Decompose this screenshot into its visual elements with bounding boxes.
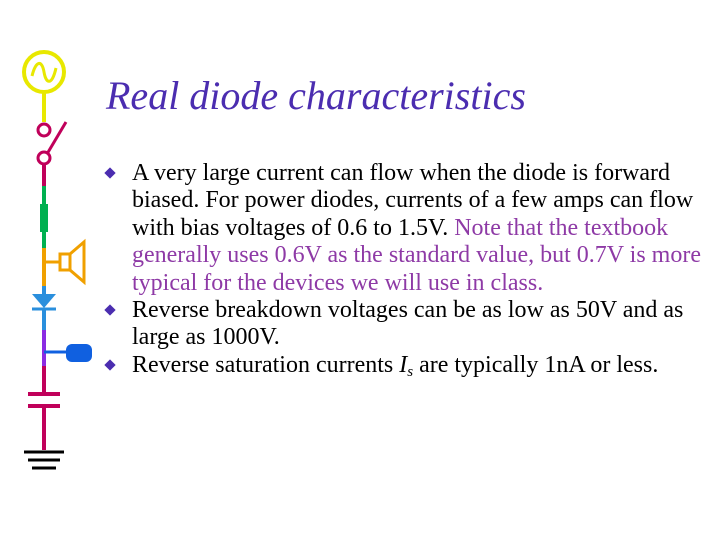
switch-icon	[38, 122, 66, 164]
bullet-item-reverse-saturation	[106, 352, 706, 386]
bullet-diamond-icon	[104, 304, 115, 315]
bullet-diamond-icon	[104, 359, 115, 370]
bullet-item-forward-bias	[106, 160, 706, 297]
ac-source-icon	[24, 52, 64, 92]
battery-icon	[44, 344, 92, 362]
circuit-decoration	[0, 0, 100, 540]
resistor-icon	[40, 204, 48, 232]
bullet-item-reverse-breakdown	[106, 297, 706, 352]
speaker-icon	[44, 242, 84, 282]
bullet-note: Note that the textbook generally uses 0.6V as the standard value, but 0.7V is more typical for the devices we will use in class.	[132, 214, 701, 296]
bullet-text-before: Reverse saturation currents	[132, 351, 394, 378]
bullet-text: Reverse breakdown voltages can be as low as 50V and as large as 1000V.	[132, 297, 684, 351]
ground-icon	[24, 452, 64, 468]
bullet-text-after: are typically 1nA or less.	[419, 351, 659, 378]
variable-subscript: s	[407, 363, 414, 380]
capacitor-icon	[28, 394, 60, 406]
bullet-diamond-icon	[104, 167, 115, 178]
slide-title: Real diode characteristics	[106, 73, 526, 118]
diode-icon	[32, 286, 56, 309]
variable-symbol: I	[399, 351, 408, 378]
bullet-list	[106, 160, 706, 386]
bullet-text: A very large current can flow when the diode is forward biased. For power diodes, currents of a few amps can flow with bias voltages of 0.6 to 1.5V.	[132, 160, 694, 241]
